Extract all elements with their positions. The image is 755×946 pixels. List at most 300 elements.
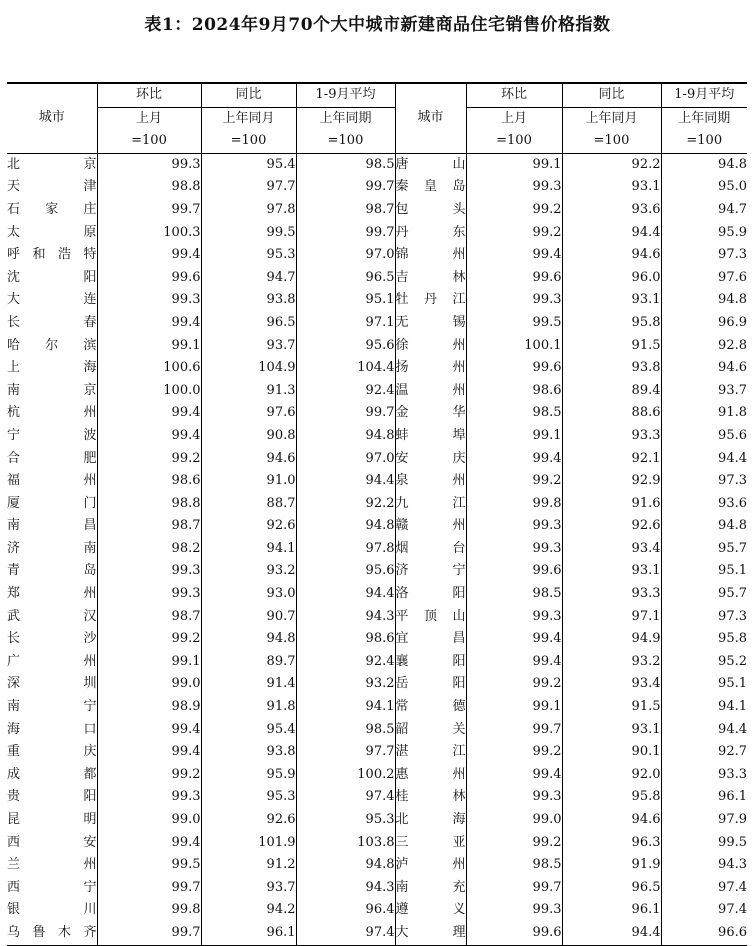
mom-value-cell: 99.2 [466, 832, 562, 855]
avg-value-cell: 95.9 [661, 222, 747, 245]
avg-value-cell: 94.3 [661, 854, 747, 877]
table-row [7, 628, 747, 651]
city-name-cell: 贵阳 [7, 789, 97, 805]
table-row [7, 153, 747, 176]
yoy-value-cell: 91.3 [201, 380, 296, 403]
yoy-value-cell: 95.4 [201, 719, 296, 742]
mom-value-cell: 99.5 [97, 854, 201, 877]
city-name-cell: 安庆 [395, 448, 466, 471]
yoy-value-cell: 94.4 [562, 922, 661, 945]
mom-value-cell: 99.7 [466, 877, 562, 900]
city-name-cell: 重庆 [7, 744, 97, 760]
mom-value-cell: 99.3 [97, 289, 201, 312]
avg-value-cell: 95.1 [296, 289, 395, 312]
city-name-cell: 吉林 [395, 267, 466, 290]
city-name-cell: 烟台 [395, 538, 466, 561]
yoy-value-cell: 93.1 [562, 176, 661, 199]
mom-value-cell: 99.2 [466, 470, 562, 493]
avg-value-cell: 93.2 [296, 673, 395, 696]
city-name-cell: 南宁 [7, 699, 97, 715]
city-name-cell: 济宁 [395, 560, 466, 583]
avg-value-cell: 97.4 [661, 877, 747, 900]
mom-value-cell: 99.6 [466, 560, 562, 583]
yoy-value-cell: 93.3 [562, 583, 661, 606]
city-name-cell: 牡丹江 [395, 289, 466, 312]
avg-value-cell: 95.3 [296, 809, 395, 832]
table-row [7, 764, 747, 787]
city-name-cell: 大理 [395, 922, 466, 945]
mom-value-cell: 99.3 [466, 176, 562, 199]
yoy-value-cell: 92.6 [201, 809, 296, 832]
avg-value-cell: 98.7 [296, 199, 395, 222]
table-header [7, 83, 747, 153]
yoy-header-right: 同比 [562, 83, 661, 107]
avg-value-cell: 96.9 [661, 312, 747, 335]
mom-header-left: 环比 [97, 83, 201, 107]
city-name-cell: 宜昌 [395, 628, 466, 651]
city-name-cell: 包头 [395, 199, 466, 222]
yoy-value-cell: 95.3 [201, 786, 296, 809]
yoy-value-cell: 91.4 [201, 673, 296, 696]
avg-value-cell: 93.3 [661, 764, 747, 787]
table-row [7, 357, 747, 380]
table-row [7, 289, 747, 312]
avg-value-cell: 94.4 [661, 719, 747, 742]
table-row [7, 854, 747, 877]
table-row [7, 244, 747, 267]
yoy-value-cell: 101.9 [201, 832, 296, 855]
avg-value-cell: 95.7 [661, 583, 747, 606]
yoy-eq100-left: =100 [201, 130, 296, 153]
table-row [7, 696, 747, 719]
table-row [7, 448, 747, 471]
yoy-value-cell: 93.2 [562, 651, 661, 674]
yoy-value-cell: 94.7 [201, 267, 296, 290]
yoy-value-cell: 90.8 [201, 425, 296, 448]
mom-value-cell: 100.6 [97, 357, 201, 380]
city-name-cell: 海口 [7, 721, 97, 737]
yoy-value-cell: 97.1 [562, 606, 661, 629]
table-row [7, 719, 747, 742]
table-row [7, 312, 747, 335]
table-row [7, 583, 747, 606]
mom-value-cell: 98.2 [97, 538, 201, 561]
avg-value-cell: 97.4 [661, 899, 747, 922]
mom-value-cell: 99.0 [466, 809, 562, 832]
mom-eq100-right: =100 [466, 130, 562, 153]
city-name-cell: 太原 [7, 224, 97, 240]
avg-value-cell: 97.4 [296, 922, 395, 945]
yoy-value-cell: 89.4 [562, 380, 661, 403]
avg-value-cell: 98.6 [296, 628, 395, 651]
table-row [7, 380, 747, 403]
avg-value-cell: 94.8 [296, 515, 395, 538]
avg-base-right: 上年同期 [661, 107, 747, 130]
mom-value-cell: 98.9 [97, 696, 201, 719]
avg-value-cell: 94.8 [661, 515, 747, 538]
city-name-cell: 南充 [395, 877, 466, 900]
mom-value-cell: 99.4 [97, 402, 201, 425]
avg-value-cell: 91.8 [661, 402, 747, 425]
yoy-value-cell: 96.3 [562, 832, 661, 855]
table-row [7, 651, 747, 674]
yoy-value-cell: 93.2 [201, 560, 296, 583]
yoy-value-cell: 92.6 [562, 515, 661, 538]
mom-value-cell: 99.1 [466, 153, 562, 176]
city-name-cell: 秦皇岛 [395, 176, 466, 199]
yoy-value-cell: 91.9 [562, 854, 661, 877]
mom-value-cell: 98.5 [466, 583, 562, 606]
mom-value-cell: 98.5 [466, 854, 562, 877]
avg-value-cell: 94.3 [296, 606, 395, 629]
city-name-cell: 郑州 [7, 586, 97, 602]
mom-value-cell: 99.6 [466, 357, 562, 380]
city-name-cell: 呼和浩特 [7, 247, 97, 263]
avg-value-cell: 97.7 [296, 741, 395, 764]
mom-value-cell: 99.2 [466, 741, 562, 764]
mom-value-cell: 99.0 [97, 809, 201, 832]
price-index-table [7, 82, 747, 946]
city-name-cell: 湛江 [395, 741, 466, 764]
mom-value-cell: 99.3 [97, 560, 201, 583]
mom-value-cell: 98.7 [97, 515, 201, 538]
city-name-cell: 泉州 [395, 470, 466, 493]
yoy-value-cell: 96.1 [201, 922, 296, 945]
avg-value-cell: 96.4 [296, 899, 395, 922]
yoy-value-cell: 93.7 [201, 335, 296, 358]
city-name-cell: 桂林 [395, 786, 466, 809]
table-row [7, 335, 747, 358]
yoy-value-cell: 93.7 [201, 877, 296, 900]
avg-value-cell: 94.8 [661, 289, 747, 312]
mom-value-cell: 99.4 [466, 651, 562, 674]
mom-value-cell: 99.2 [97, 628, 201, 651]
avg-value-cell: 93.7 [661, 380, 747, 403]
yoy-value-cell: 93.1 [562, 719, 661, 742]
avg-value-cell: 100.2 [296, 764, 395, 787]
mom-value-cell: 99.2 [466, 673, 562, 696]
mom-value-cell: 99.6 [97, 267, 201, 290]
table-row [7, 199, 747, 222]
table-row [7, 899, 747, 922]
mom-value-cell: 99.3 [466, 538, 562, 561]
mom-value-cell: 99.3 [97, 786, 201, 809]
city-name-cell: 无锡 [395, 312, 466, 335]
avg-value-cell: 97.6 [661, 267, 747, 290]
table-row [7, 741, 747, 764]
mom-value-cell: 99.7 [466, 719, 562, 742]
avg-value-cell: 95.6 [296, 335, 395, 358]
city-name-cell: 襄阳 [395, 651, 466, 674]
mom-value-cell: 99.2 [466, 199, 562, 222]
yoy-value-cell: 88.7 [201, 493, 296, 516]
city-name-cell: 石家庄 [7, 201, 97, 217]
mom-value-cell: 99.4 [97, 244, 201, 267]
city-name-cell: 徐州 [395, 335, 466, 358]
yoy-value-cell: 94.6 [562, 244, 661, 267]
yoy-value-cell: 93.3 [562, 425, 661, 448]
yoy-value-cell: 96.5 [201, 312, 296, 335]
city-name-cell: 乌鲁木齐 [7, 922, 97, 945]
city-name-cell: 厦门 [7, 495, 97, 511]
mom-value-cell: 99.2 [97, 448, 201, 471]
mom-value-cell: 99.3 [466, 786, 562, 809]
yoy-value-cell: 90.7 [201, 606, 296, 629]
mom-value-cell: 99.3 [466, 289, 562, 312]
avg-value-cell: 97.1 [296, 312, 395, 335]
avg-value-cell: 99.7 [296, 222, 395, 245]
yoy-value-cell: 93.8 [562, 357, 661, 380]
city-name-cell: 洛阳 [395, 583, 466, 606]
avg-value-cell: 97.9 [661, 809, 747, 832]
city-name-cell: 合肥 [7, 450, 97, 466]
avg-value-cell: 94.1 [661, 696, 747, 719]
mom-value-cell: 99.3 [97, 583, 201, 606]
yoy-eq100-right: =100 [562, 130, 661, 153]
avg-value-cell: 99.5 [661, 832, 747, 855]
yoy-value-cell: 91.6 [562, 493, 661, 516]
yoy-value-cell: 97.6 [201, 402, 296, 425]
yoy-value-cell: 94.6 [201, 448, 296, 471]
table-title: 表1：2024年9月70个大中城市新建商品住宅销售价格指数 [144, 15, 611, 35]
city-name-cell: 南京 [7, 382, 97, 398]
table-row [7, 832, 747, 855]
mom-value-cell: 99.0 [97, 673, 201, 696]
city-name-cell: 沈阳 [7, 269, 97, 285]
mom-value-cell: 100.3 [97, 222, 201, 245]
yoy-value-cell: 92.6 [201, 515, 296, 538]
avg-value-cell: 92.2 [296, 493, 395, 516]
city-name-cell: 北海 [395, 809, 466, 832]
mom-value-cell: 99.7 [97, 877, 201, 900]
avg-header-right: 1-9月平均 [661, 83, 747, 107]
avg-value-cell: 98.5 [296, 719, 395, 742]
avg-value-cell: 92.7 [661, 741, 747, 764]
city-name-cell: 韶关 [395, 719, 466, 742]
city-name-cell: 昆明 [7, 812, 97, 827]
city-name-cell: 西安 [7, 834, 97, 850]
mom-value-cell: 99.8 [466, 493, 562, 516]
avg-value-cell: 94.4 [296, 583, 395, 606]
mom-value-cell: 99.4 [466, 244, 562, 267]
city-name-cell: 南昌 [7, 518, 97, 534]
yoy-value-cell: 94.9 [562, 628, 661, 651]
yoy-value-cell: 97.7 [201, 176, 296, 199]
city-header-left: 城市 [7, 83, 97, 153]
city-name-cell: 上海 [7, 360, 97, 376]
city-name-cell: 杭州 [7, 405, 97, 421]
yoy-value-cell: 93.6 [562, 199, 661, 222]
avg-value-cell: 97.3 [661, 244, 747, 267]
city-name-cell: 天津 [7, 179, 97, 195]
yoy-value-cell: 91.5 [562, 335, 661, 358]
city-name-cell: 丹东 [395, 222, 466, 245]
mom-value-cell: 99.4 [97, 741, 201, 764]
mom-value-cell: 99.7 [97, 922, 201, 945]
avg-value-cell: 95.6 [296, 560, 395, 583]
avg-value-cell: 95.2 [661, 651, 747, 674]
city-name-cell: 泸州 [395, 854, 466, 877]
city-name-cell: 赣州 [395, 515, 466, 538]
avg-value-cell: 94.3 [296, 877, 395, 900]
yoy-value-cell: 93.4 [562, 538, 661, 561]
yoy-value-cell: 92.0 [562, 764, 661, 787]
avg-value-cell: 95.7 [661, 538, 747, 561]
table-row [7, 809, 747, 832]
yoy-value-cell: 93.8 [201, 289, 296, 312]
table-row [7, 606, 747, 629]
avg-value-cell: 97.8 [296, 538, 395, 561]
city-name-cell: 银川 [7, 902, 97, 918]
avg-value-cell: 94.7 [661, 199, 747, 222]
city-name-cell: 青岛 [7, 563, 97, 579]
table-row [7, 786, 747, 809]
mom-value-cell: 98.5 [466, 402, 562, 425]
mom-value-cell: 99.4 [466, 628, 562, 651]
yoy-value-cell: 94.6 [562, 809, 661, 832]
avg-value-cell: 94.8 [661, 153, 747, 176]
yoy-value-cell: 96.0 [562, 267, 661, 290]
avg-value-cell: 97.0 [296, 244, 395, 267]
avg-value-cell: 92.4 [296, 651, 395, 674]
avg-value-cell: 94.8 [296, 425, 395, 448]
yoy-value-cell: 104.9 [201, 357, 296, 380]
table-row [7, 922, 747, 945]
city-name-cell: 武汉 [7, 608, 97, 624]
mom-value-cell: 99.8 [97, 899, 201, 922]
city-name-cell: 常德 [395, 696, 466, 719]
table-row [7, 538, 747, 561]
yoy-value-cell: 92.1 [562, 448, 661, 471]
yoy-value-cell: 95.4 [201, 153, 296, 176]
mom-value-cell: 99.4 [466, 448, 562, 471]
mom-value-cell: 98.6 [466, 380, 562, 403]
city-name-cell: 金华 [395, 402, 466, 425]
mom-header-right: 环比 [466, 83, 562, 107]
avg-value-cell: 92.8 [661, 335, 747, 358]
avg-value-cell: 93.6 [661, 493, 747, 516]
mom-value-cell: 99.4 [466, 764, 562, 787]
yoy-value-cell: 91.5 [562, 696, 661, 719]
city-name-cell: 宁波 [7, 427, 97, 443]
mom-value-cell: 99.4 [97, 719, 201, 742]
mom-value-cell: 100.0 [97, 380, 201, 403]
mom-value-cell: 99.2 [466, 222, 562, 245]
table-row [7, 673, 747, 696]
city-name-cell: 三亚 [395, 832, 466, 855]
city-name-cell: 广州 [7, 653, 97, 669]
city-name-cell: 蚌埠 [395, 425, 466, 448]
avg-value-cell: 97.3 [661, 470, 747, 493]
mom-value-cell: 99.4 [97, 312, 201, 335]
city-name-cell: 济南 [7, 540, 97, 556]
city-name-cell: 遵义 [395, 899, 466, 922]
mom-value-cell: 99.1 [97, 651, 201, 674]
city-name-cell: 哈尔滨 [7, 337, 97, 353]
avg-value-cell: 95.1 [661, 673, 747, 696]
mom-value-cell: 99.7 [97, 199, 201, 222]
mom-base-right: 上月 [466, 107, 562, 130]
yoy-value-cell: 88.6 [562, 402, 661, 425]
city-name-cell: 长沙 [7, 631, 97, 647]
yoy-value-cell: 99.5 [201, 222, 296, 245]
mom-value-cell: 99.6 [466, 267, 562, 290]
avg-value-cell: 94.8 [296, 854, 395, 877]
table-row [7, 267, 747, 290]
table-row [7, 176, 747, 199]
yoy-value-cell: 93.1 [562, 289, 661, 312]
city-name-cell: 惠州 [395, 764, 466, 787]
yoy-value-cell: 96.5 [562, 877, 661, 900]
avg-base-left: 上年同期 [296, 107, 395, 130]
yoy-value-cell: 94.4 [562, 222, 661, 245]
yoy-value-cell: 90.1 [562, 741, 661, 764]
yoy-value-cell: 95.3 [201, 244, 296, 267]
avg-value-cell: 96.6 [661, 922, 747, 945]
mom-eq100-left: =100 [97, 130, 201, 153]
table-row [7, 493, 747, 516]
avg-value-cell: 95.0 [661, 176, 747, 199]
avg-value-cell: 95.8 [661, 628, 747, 651]
avg-value-cell: 98.5 [296, 153, 395, 176]
mom-value-cell: 99.1 [466, 425, 562, 448]
avg-value-cell: 97.0 [296, 448, 395, 471]
yoy-value-cell: 96.1 [562, 899, 661, 922]
city-name-cell: 温州 [395, 380, 466, 403]
avg-value-cell: 97.3 [661, 606, 747, 629]
city-header-right: 城市 [395, 83, 466, 153]
city-name-cell: 深圳 [7, 676, 97, 692]
city-name-cell: 岳阳 [395, 673, 466, 696]
yoy-base-left: 上年同月 [201, 107, 296, 130]
table-row [7, 402, 747, 425]
yoy-value-cell: 91.8 [201, 696, 296, 719]
mom-value-cell: 99.2 [97, 764, 201, 787]
yoy-value-cell: 94.8 [201, 628, 296, 651]
yoy-value-cell: 91.0 [201, 470, 296, 493]
mom-value-cell: 99.4 [97, 832, 201, 855]
avg-value-cell: 99.7 [296, 176, 395, 199]
mom-value-cell: 98.7 [97, 606, 201, 629]
city-name-cell: 兰州 [7, 857, 97, 873]
mom-value-cell: 99.5 [466, 312, 562, 335]
yoy-value-cell: 92.9 [562, 470, 661, 493]
avg-value-cell: 96.1 [661, 786, 747, 809]
mom-value-cell: 99.1 [97, 335, 201, 358]
city-name-cell: 大连 [7, 292, 97, 308]
table-row [7, 877, 747, 900]
city-name-cell: 西宁 [7, 879, 97, 895]
mom-value-cell: 99.6 [466, 922, 562, 945]
table-row [7, 425, 747, 448]
mom-value-cell: 98.8 [97, 176, 201, 199]
yoy-value-cell: 93.1 [562, 560, 661, 583]
table-body [7, 153, 747, 945]
avg-value-cell: 97.4 [296, 786, 395, 809]
mom-value-cell: 99.3 [466, 515, 562, 538]
city-name-cell: 唐山 [395, 153, 466, 176]
yoy-value-cell: 95.8 [562, 312, 661, 335]
yoy-value-cell: 93.0 [201, 583, 296, 606]
yoy-value-cell: 93.8 [201, 741, 296, 764]
yoy-value-cell: 95.8 [562, 786, 661, 809]
city-name-cell: 福州 [7, 473, 97, 489]
yoy-value-cell: 97.8 [201, 199, 296, 222]
city-name-cell: 成都 [7, 766, 97, 782]
table-row [7, 222, 747, 245]
table-row [7, 515, 747, 538]
yoy-value-cell: 92.2 [562, 153, 661, 176]
